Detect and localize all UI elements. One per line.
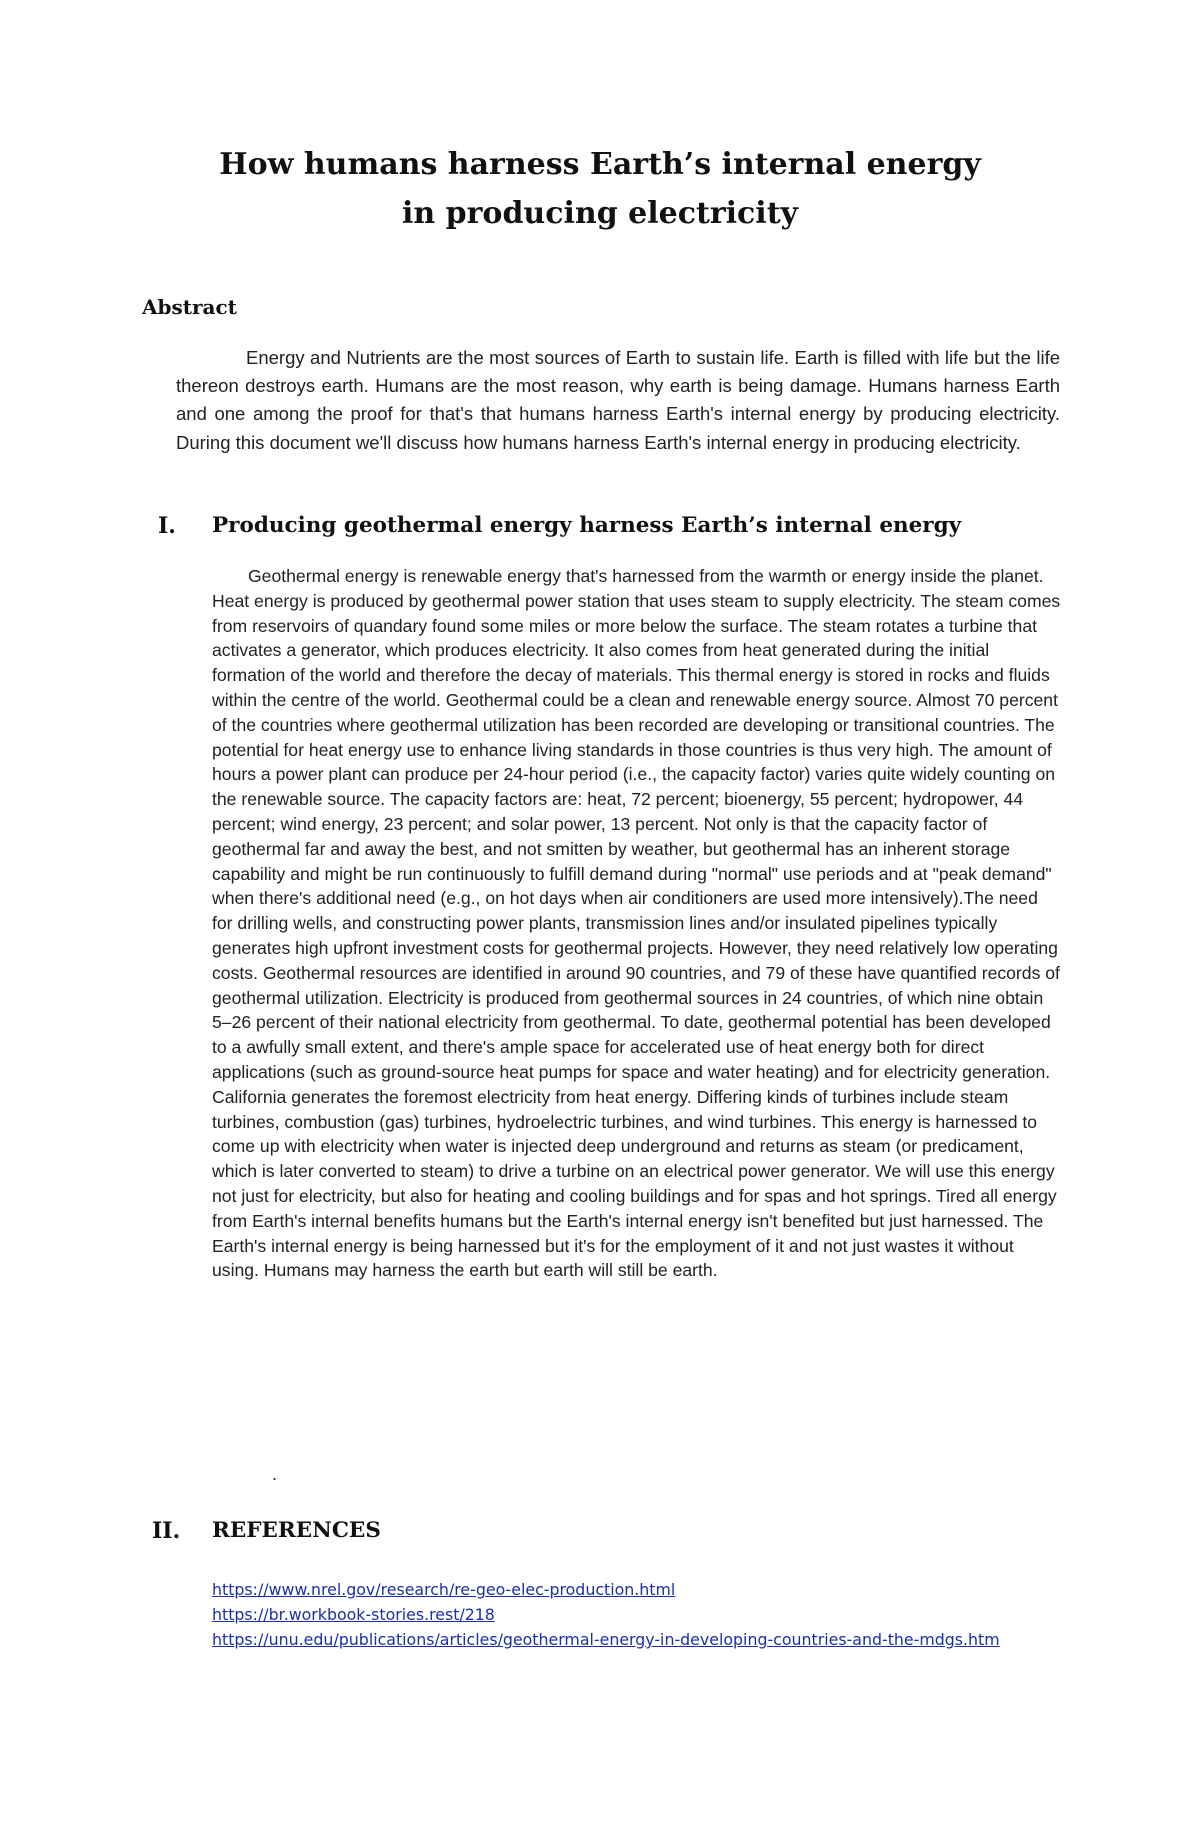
section-2-number: II. (152, 1518, 181, 1544)
reference-link-nrel[interactable]: https://www.nrel.gov/research/re-geo-elec-production.html (212, 1580, 676, 1599)
reference-item (212, 1602, 1062, 1627)
reference-link-workbook-stories[interactable]: https://br.workbook-stories.rest/218 (212, 1605, 495, 1624)
section-1-number: I. (158, 513, 176, 539)
abstract-heading: Abstract (142, 295, 237, 319)
references-list (212, 1577, 1062, 1652)
document-title: How humans harness Earth’s internal energy in producing electricity (219, 147, 981, 231)
section-1-paragraph: Geothermal energy is renewable energy that's harnessed from the warmth or energy inside the planet. Heat energy is produced by geothermal power station that uses steam to supply electricity. The steam comes from reservoirs of quandary found some miles or more below the surface. The steam rotates a turbine that activates a generator, which produces electricity. It also comes from heat generated during the initial formation of the world and therefore the decay of materials. This thermal energy is stored in rocks and fluids within the centre of the world. Geothermal could be a clean and renewable energy source. Almost 70 percent of the countries where geothermal utilization has been recorded are developing or transitional countries. The potential for heat energy use to enhance living standards in those countries is thus very high. The amount of hours a power plant can produce per 24-hour period (i.e., the capacity factor) varies quite widely counting on the renewable source. The capacity factors are: heat, 72 percent; bioenergy, 55 percent; hydropower, 44 percent; wind energy, 23 percent; and solar power, 13 percent. Not only is that the capacity factor of geothermal far and away the best, and not smitten by weather, but geothermal has an inherent storage capability and might be run continuously to fulfill demand during "normal" use periods and at "peak demand" when there's additional need (e.g., on hot days when air conditioners are used more intensively).The need for drilling wells, and constructing power plants, transmission lines and/or insulated pipelines typically generates high upfront investment costs for geothermal projects. However, they need relatively low operating costs. Geothermal resources are identified in around 90 countries, and 79 of these have quantified records of geothermal utilization. Electricity is produced from geothermal sources in 24 countries, of which nine obtain 5–26 percent of their national electricity from geothermal. To date, geothermal potential has been developed to a awfully small extent, and there's ample space for accelerated use of heat energy both for direct applications (such as ground-source heat pumps for space and water heating) and for electricity generation. California generates the foremost electricity from heat energy. Differing kinds of turbines include steam turbines, combustion (gas) turbines, hydroelectric turbines, and wind turbines. This energy is harnessed to come up with electricity when water is injected deep underground and returns as steam (or predicament, which is later converted to steam) to drive a turbine on an electrical power generator. We will use this energy not just for electricity, but also for heating and cooling buildings and for spas and hot springs. Tired all energy from Earth's internal benefits humans but the Earth's internal energy isn't benefited but just harnessed. The Earth's internal energy is being harnessed but it's for the employment of it and not just wastes it without using. Humans may harness the earth but earth will still be earth. (212, 566, 1061, 1281)
references-heading: REFERENCES (212, 1518, 381, 1543)
reference-item (212, 1577, 1062, 1602)
reference-item (212, 1627, 1062, 1652)
section-1-title: Producing geothermal energy harness Earth’s internal energy (212, 513, 962, 538)
abstract-paragraph: Energy and Nutrients are the most sources of Earth to sustain life. Earth is filled with life but the life thereon destroys earth. Humans are the most reason, why earth is being damage. Humans harness Earth and one among the proof for that's that humans harness Earth's internal energy by producing electricity. During this document we'll discuss how humans harness Earth's internal energy in producing electricity. (176, 347, 1060, 453)
stray-period-mark: . (272, 1464, 278, 1484)
reference-link-unu[interactable]: https://unu.edu/publications/articles/geothermal-energy-in-developing-countries-and-the-mdgs.htm (212, 1630, 1000, 1649)
